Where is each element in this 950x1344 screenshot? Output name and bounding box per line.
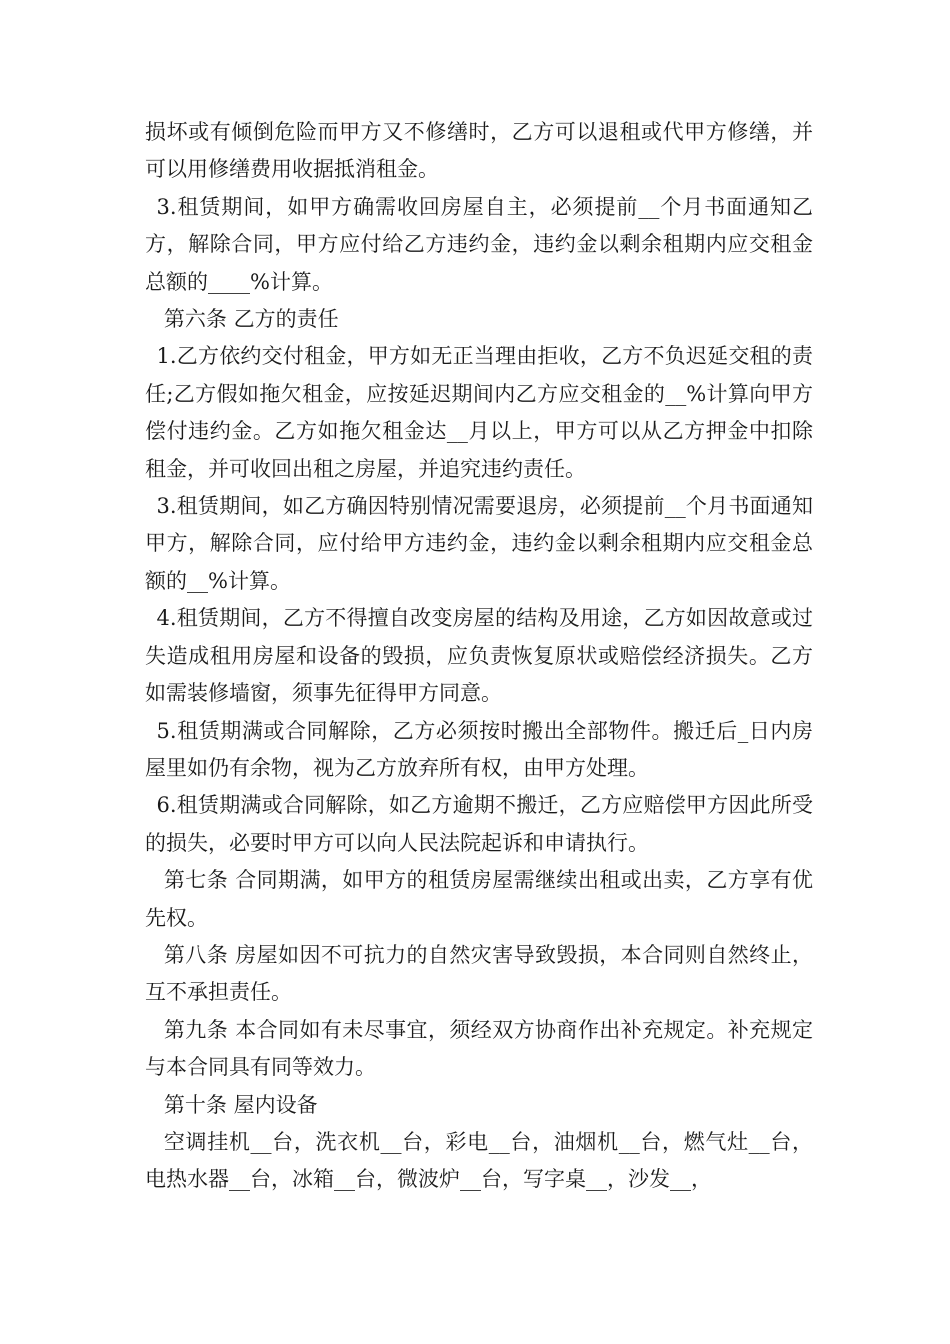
paragraph-overdue-move: 6.租赁期满或合同解除，如乙方逾期不搬迁，乙方应赔偿甲方因此所受的损失，必要时甲方可以向人民法院起诉和申请执行。 bbox=[145, 793, 813, 855]
paragraph-move-out: 5.租赁期满或合同解除，乙方必须按时搬出全部物件。搬迁后_日内房屋里如仍有余物，视为乙方放弃所有权，由甲方处理。 bbox=[145, 718, 813, 780]
contract-body bbox=[145, 114, 813, 1199]
paragraph-structure-change: 4.租赁期间，乙方不得擅自改变房屋的结构及用途，乙方如因故意或过失造成租用房屋和设备的毁损，应负责恢复原状或赔偿经济损失。乙方如需装修墙窗，须事先征得甲方同意。 bbox=[145, 606, 813, 706]
paragraph-lessor-reclaim: 3.租赁期间，如甲方确需收回房屋自主，必须提前__个月书面通知乙方，解除合同，甲方应付给乙方违约金，违约金以剩余租期内应交租金总额的____%计算。 bbox=[145, 194, 813, 294]
paragraph-repair-continued: 损坏或有倾倒危险而甲方又不修缮时，乙方可以退租或代甲方修缮，并可以用修缮费用收据抵消租金。 bbox=[145, 120, 813, 182]
section-heading-article-6: 第六条 乙方的责任 bbox=[163, 307, 339, 332]
paragraph-equipment-list: 空调挂机__台，洗衣机__台，彩电__台，油烟机__台，燃气灶__台，电热水器__台，冰箱__台，微波炉__台，写字桌__，沙发__， bbox=[145, 1129, 813, 1192]
section-heading-article-10: 第十条 屋内设备 bbox=[163, 1092, 318, 1117]
paragraph-rent-payment: 1.乙方依约交付租金，甲方如无正当理由拒收，乙方不负迟延交租的责任;乙方假如拖欠租金，应按延迟期间内乙方应交租金的__%计算向甲方偿付违约金。乙方如拖欠租金达__月以上，甲方可以从乙方押金中扣除租金，并可收回出租之房屋，并追究违约责任。 bbox=[145, 344, 813, 481]
paragraph-article-7: 第七条 合同期满，如甲方的租赁房屋需继续出租或出卖，乙方享有优先权。 bbox=[145, 868, 813, 930]
paragraph-article-8: 第八条 房屋如因不可抗力的自然灾害导致毁损，本合同则自然终止，互不承担责任。 bbox=[145, 942, 813, 1005]
paragraph-lessee-early-exit: 3.租赁期间，如乙方确因特别情况需要退房，必须提前__个月书面通知甲方，解除合同，应付给甲方违约金，违约金以剩余租期内应交租金总额的__%计算。 bbox=[145, 494, 813, 593]
paragraph-article-9: 第九条 本合同如有未尽事宜，须经双方协商作出补充规定。补充规定与本合同具有同等效力。 bbox=[145, 1017, 813, 1080]
